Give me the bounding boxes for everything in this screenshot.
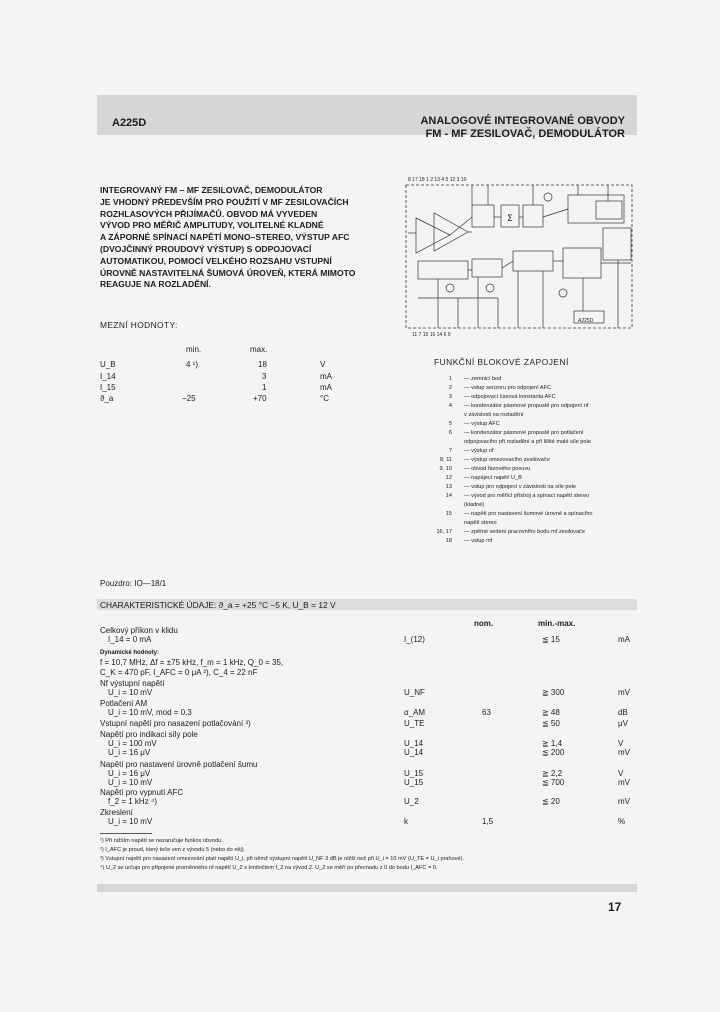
char-symbol: α_AM	[404, 708, 426, 717]
char-unit: mA	[618, 635, 630, 644]
char-label: Dynamické hodnoty:	[100, 650, 160, 656]
char-condition: U_i = 100 mV	[108, 739, 157, 748]
char-label: f = 10,7 MHz, Δf = ±75 kHz, f_m = 1 kHz, Q_0 = 35,	[100, 658, 284, 667]
limits-unit: mA	[320, 383, 332, 392]
char-label: C_K = 470 pF, I_AFC = 0 μA ²), C_4 = 22 nF	[100, 668, 258, 677]
limits-col-max: max.	[250, 345, 268, 354]
char-condition: I_14 = 0 mA	[108, 635, 152, 644]
char-label: Zkreslení	[100, 808, 133, 817]
char-symbol: k	[404, 817, 408, 826]
char-label: Celkový příkon v klidu	[100, 626, 178, 635]
char-value: ≦ 20	[542, 797, 560, 806]
char-value: ≦ 200	[542, 748, 565, 757]
char-condition: f_2 = 1 kHz ⁴)	[108, 797, 158, 806]
limits-param: I_15	[100, 383, 116, 392]
diagram-sum: Σ	[507, 214, 513, 224]
header-title-2: FM - MF ZESILOVAČ, DEMODULÁTOR	[425, 128, 625, 140]
diagram-top-pins: 8 17 18 1 2 13 4 5 12 3 10	[408, 177, 467, 183]
char-symbol: U_15	[404, 778, 424, 787]
char-symbol: U_14	[404, 739, 424, 748]
diagram-caption: FUNKČNÍ BLOKOVÉ ZAPOJENÍ	[434, 357, 569, 367]
footer-band	[97, 884, 637, 892]
char-label: Nf výstupní napětí	[100, 679, 165, 688]
char-condition: U_i = 10 mV	[108, 688, 153, 697]
char-condition: U_i = 16 μV	[108, 748, 151, 757]
intro-line: A ZÁPORNÉ SPÍNACÍ NAPĚTÍ MONO–STEREO, VÝSTUP AFC	[100, 232, 350, 243]
char-value: ≧ 300	[542, 688, 565, 697]
intro-line: (DVOJČINNÝ PROUDOVÝ VÝSTUP) S ODPOJOVACÍ	[100, 243, 312, 254]
char-condition: U_i = 10 mV	[108, 778, 153, 787]
intro-line: INTEGROVANÝ FM – MF ZESILOVAČ, DEMODULÁTOR	[100, 185, 323, 195]
char-unit: dB	[618, 708, 628, 717]
char-symbol: U_14	[404, 748, 424, 757]
char-unit: V	[618, 739, 624, 748]
char-label: Napětí pro nastavení úrovně potlačení šumu	[100, 760, 258, 769]
limits-param: U_B	[100, 360, 116, 369]
limits-max: 3	[262, 372, 267, 381]
char-unit: mV	[618, 778, 630, 787]
intro-line: VÝVOD PRO MĚŘIČ AMPLITUDY, VOLITELNÉ KLADNÉ	[100, 220, 324, 231]
limits-min: 4 ¹)	[186, 360, 198, 369]
footnote-rule	[100, 833, 152, 834]
package-label: Pouzdro: IO—18/1	[100, 579, 167, 588]
char-condition: U_i = 10 mV	[108, 817, 153, 826]
limits-param: ϑ_a	[100, 394, 114, 403]
char-value: ≦ 700	[542, 778, 565, 787]
char-unit: μV	[618, 719, 628, 728]
char-unit: mV	[618, 748, 630, 757]
char-unit: %	[618, 817, 626, 826]
footnote: ¹) Při nižším napětí se nezaručuje funkce obvodu.	[100, 838, 223, 844]
limits-max: +70	[253, 394, 267, 403]
char-symbol: U_NF	[404, 688, 425, 697]
char-unit: mV	[618, 797, 630, 806]
limits-min: −25	[182, 394, 196, 403]
char-condition: U_i = 16 μV	[108, 769, 151, 778]
char-unit: mV	[618, 688, 630, 697]
char-value: ≧ 48	[542, 708, 560, 717]
char-symbol: I_(12)	[404, 635, 425, 644]
intro-text	[100, 185, 375, 291]
char-col-minmax: min.-max.	[538, 619, 576, 628]
diagram-bottom-pins: 11 7 15 16 14 6 9	[412, 332, 451, 338]
char-col-nom: nom.	[474, 619, 494, 628]
char-label: Napětí pro indikaci síly pole	[100, 730, 198, 739]
char-symbol: U_2	[404, 797, 419, 806]
char-label: Potlačení AM	[100, 699, 148, 708]
limits-title: MEZNÍ HODNOTY:	[100, 320, 178, 330]
char-label: Napětí pro vypnutí AFC	[100, 788, 184, 797]
intro-line: AUTOMATIKOU, POMOCÍ VELKÉHO ROZSAHU VSTUPNÍ	[100, 255, 332, 266]
char-value: ≧ 2,2	[542, 769, 563, 778]
limits-param: I_14	[100, 372, 116, 381]
char-value: ≦ 15	[542, 635, 560, 644]
block-diagram	[398, 173, 638, 341]
limits-max: 18	[258, 360, 267, 369]
header-title-1: ANALOGOVÉ INTEGROVANÉ OBVODY	[420, 115, 625, 127]
limits-unit: V	[320, 360, 326, 369]
page-number: 17	[608, 900, 622, 914]
footnote: ²) I_AFC je proud, který teče ven z vývodu 5 (nebo do něj).	[100, 847, 246, 853]
intro-line: ÚROVNĚ NASTAVITELNÁ ŠUMOVÁ ÚROVEŇ, KTERÁ MIMOTO	[100, 267, 356, 278]
limits-unit: °C	[320, 394, 329, 403]
char-nom: 1,5	[482, 817, 494, 826]
char-symbol: U_15	[404, 769, 424, 778]
char-label: Vstupní napětí pro nasazení potlačování ³)	[100, 719, 251, 728]
limits-unit: mA	[320, 372, 332, 381]
char-value: ≧ 1,4	[542, 739, 563, 748]
char-value: ≦ 50	[542, 719, 560, 728]
char-unit: V	[618, 769, 624, 778]
diagram-chip-label: A225D	[578, 318, 594, 324]
char-title: CHARAKTERISTICKÉ ÚDAJE: ϑ_a = +25 °C −5 K, U_B = 12 V	[100, 600, 336, 610]
footnote: ⁴) U_2 se určuje pro připojené proměnného nf napětí U_2 s kmitočtem f_2 na vývod 2. U_2 se měří po přecnadu z 0 do bodu I_AFC = 0.	[100, 865, 438, 871]
intro-line: JE VHODNÝ PŘEDEVŠÍM PRO POUŽITÍ V MF ZESILOVAČÍCH	[100, 196, 349, 207]
intro-line: ROZHLASOVÝCH PŘIJÍMAČŮ. OBVOD MÁ VYVEDEN	[100, 208, 318, 219]
char-nom: 63	[482, 708, 491, 717]
limits-max: 1	[262, 383, 267, 392]
limits-col-min: min.	[186, 345, 202, 354]
char-condition: U_i = 10 mV, mod = 0,3	[108, 708, 192, 717]
intro-line: REAGUJE NA ROZLADĚNÍ.	[100, 279, 211, 290]
char-symbol: U_TE	[404, 719, 425, 728]
footnote: ³) Vstupní napětí pro nasazení omezování platí napětí U_i, při němž výstupní napětí U_NF 3 dB je nižší než při U_i = 10 mV (U_TE = U_i prahové).	[100, 856, 465, 862]
part-code: A225D	[112, 117, 147, 129]
